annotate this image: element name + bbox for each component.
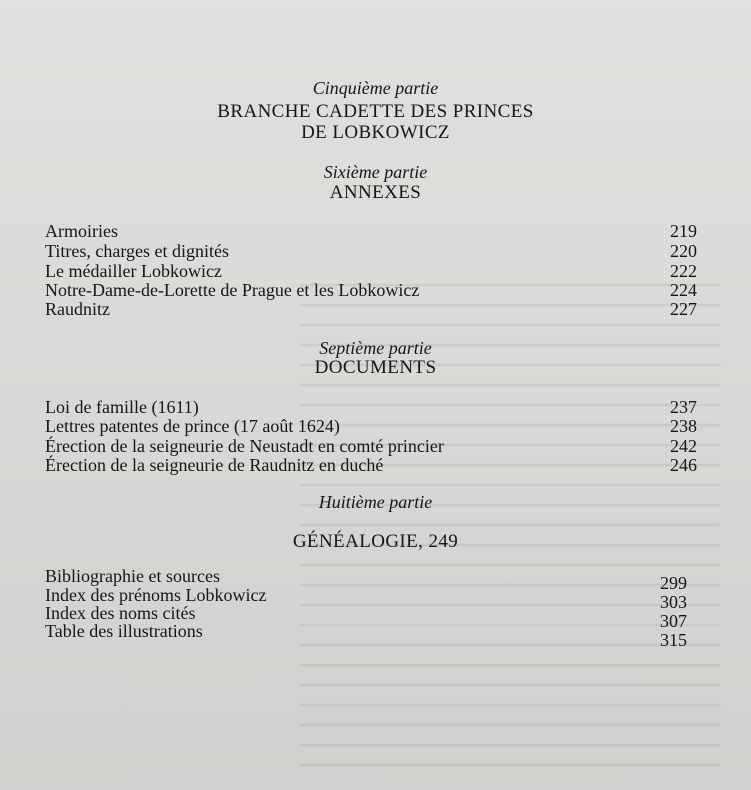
part-five-title-line2: DE LOBKOWICZ (301, 122, 450, 143)
toc-entry (45, 241, 697, 261)
toc-entry (45, 621, 697, 641)
toc-entry (45, 261, 697, 281)
toc-entry-title: Index des noms cités (45, 603, 196, 623)
toc-entry-page: 246 (670, 455, 697, 475)
toc-entry (45, 585, 697, 605)
toc-entry-page: 224 (670, 280, 697, 300)
part-seven-title: DOCUMENTS (314, 357, 437, 378)
toc-entry (45, 221, 697, 241)
toc-entry-title: Index des prénoms Lobkowicz (45, 585, 267, 605)
toc-entry (45, 566, 697, 586)
toc-entry-page: 315 (660, 630, 687, 650)
toc-entry-title: Bibliographie et sources (45, 566, 220, 586)
toc-entry-title: Le médailler Lobkowicz (45, 261, 222, 281)
part-five-label: Cinquième partie (312, 78, 439, 98)
part-seven-label: Septième partie (319, 338, 432, 358)
toc-entry-title: Lettres patentes de prince (17 août 1624) (45, 416, 340, 436)
toc-entry (45, 299, 697, 319)
part-six-title: ANNEXES (329, 182, 422, 203)
toc-entry-page: 307 (660, 611, 687, 631)
toc-entry-title: Loi de famille (1611) (45, 397, 199, 417)
toc-entry-page: 222 (670, 261, 697, 281)
toc-entry-title: Notre-Dame-de-Lorette de Prague et les Lobkowicz (45, 280, 420, 300)
toc-entry-title: Érection de la seigneurie de Raudnitz en duché (45, 455, 384, 475)
part-eight-title: GÉNÉALOGIE, 249 (292, 531, 459, 552)
toc-entry-page: 238 (670, 416, 697, 436)
toc-entry (45, 280, 697, 300)
toc-entry-page: 219 (670, 221, 697, 241)
toc-entry (45, 455, 697, 475)
toc-entry (45, 603, 697, 623)
part-five-title-line1: BRANCHE CADETTE DES PRINCES (217, 101, 534, 122)
toc-entry-page: 299 (660, 573, 687, 593)
toc-entry-title: Érection de la seigneurie de Neustadt en comté princier (45, 436, 444, 456)
toc-entry-page: 303 (660, 592, 687, 612)
toc-entry-title: Raudnitz (45, 299, 110, 319)
toc-entry-title: Armoiries (45, 221, 118, 241)
part-eight-label: Huitième partie (318, 492, 433, 512)
toc-entry-title: Table des illustrations (45, 621, 203, 641)
toc-entry (45, 436, 697, 456)
toc-entry-page: 242 (670, 436, 697, 456)
toc-entry (45, 416, 697, 436)
toc-entry-title: Titres, charges et dignités (45, 241, 229, 261)
part-six-label: Sixième partie (323, 162, 428, 182)
toc-entry-page: 227 (670, 299, 697, 319)
toc-entry-page: 220 (670, 241, 697, 261)
toc-entry (45, 397, 697, 417)
toc-entry-page: 237 (670, 397, 697, 417)
